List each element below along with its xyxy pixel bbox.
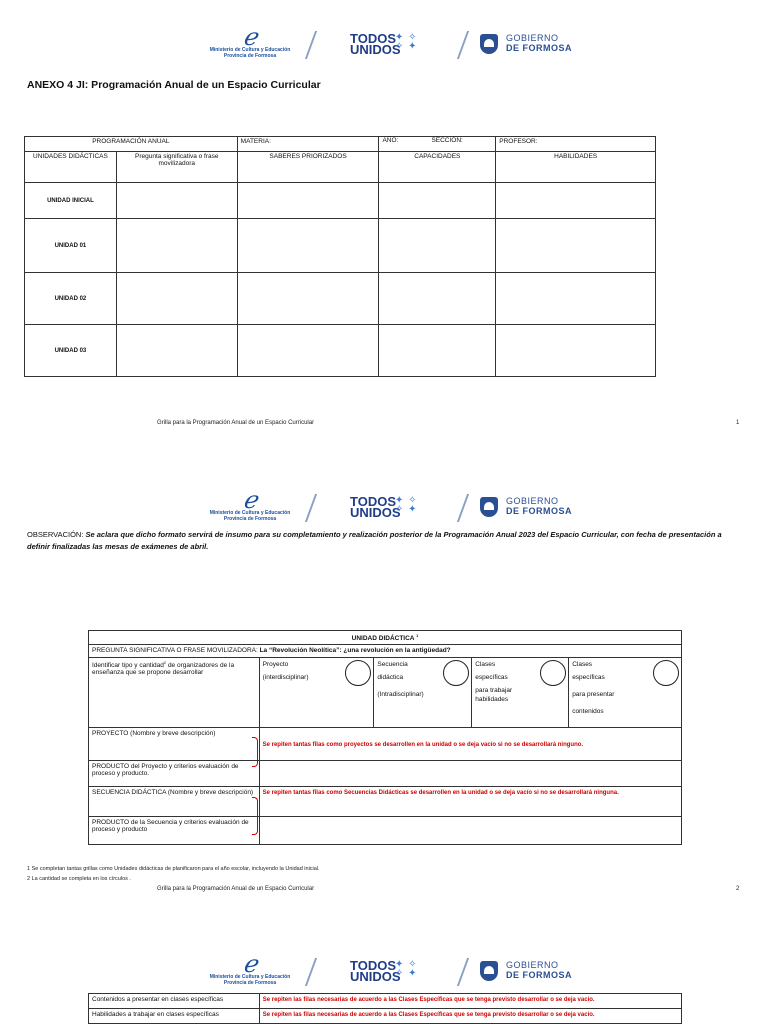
cell-anio-seccion[interactable]: AÑO: SECCIÓN: (379, 137, 496, 152)
header-saberes: SABERES PRIORIZADOS (237, 152, 379, 183)
divider-slash (457, 958, 469, 986)
table-row: UNIDAD 01 (25, 219, 656, 273)
gobierno-formosa-logo: GOBIERNO DE FORMOSA (506, 960, 573, 980)
todos-unidos-logo: TODOS UNIDOS (350, 31, 401, 57)
pregunta-row[interactable]: PREGUNTA SIGNIFICATIVA O FRASE MOVILIZADORA: La “Revolución Neolítica”: ¿una revolución en la antigüedad? (89, 645, 682, 658)
secuencia-label: SECUENCIA DIDÁCTICA (Nombre y breve descripción) (89, 787, 260, 817)
unidad-didactica-title: UNIDAD DIDÁCTICA $^1$ (89, 631, 682, 645)
option-proyecto[interactable]: Proyecto (interdisciplinar) (259, 658, 374, 728)
red-bracket (252, 737, 258, 767)
proyecto-value[interactable]: Se repiten tantas filas como proyectos se desarrollen en la unidad o se deja vacío si no se desarrollará ninguno. (259, 728, 681, 761)
cell-materia[interactable]: MATERIA: (237, 137, 379, 152)
organizers-label: Identificar tipo y cantidad$^2$ de organizadores de la enseñanza que se propone desarrollar (89, 658, 260, 728)
formosa-crest-icon (480, 497, 498, 517)
formosa-crest-icon (480, 961, 498, 981)
page-footer: Grilla para la Programación Anual de un Espacio Curricular (157, 420, 315, 426)
todos-unidos-logo: TODOS UNIDOS (350, 958, 401, 984)
divider-slash (457, 494, 469, 522)
clases-especificas-table (88, 993, 682, 1024)
proyecto-label: PROYECTO (Nombre y breve descripción) (89, 728, 260, 761)
option-clases-habilidades[interactable]: Clases específicas para trabajar habilidades (472, 658, 569, 728)
red-bracket (252, 797, 258, 835)
todos-unidos-logo: TODOS UNIDOS (350, 494, 401, 520)
producto-proyecto-value[interactable] (259, 761, 681, 787)
header-banner (200, 950, 580, 990)
option-clases-contenidos[interactable]: Clases específicas para presentar contenidos (569, 658, 682, 728)
divider-slash (305, 494, 317, 522)
header-banner (200, 486, 580, 526)
header-unidades: UNIDADES DIDÁCTICAS (25, 152, 117, 183)
table-row: Habilidades a trabajar en clases específicas Se repiten las filas necesarias de acuerdo a las Clases Específicas que se tenga previsto desarrollar o se deja vacío. (89, 1009, 682, 1024)
option-secuencia[interactable]: Secuencia didáctica (Intradisciplinar) (374, 658, 472, 728)
table-row: Contenidos a presentar en clases específicas Se repiten las filas necesarias de acuerdo a las Clases Específicas que se tenga previsto desarrollar o se deja vacío. (89, 994, 682, 1009)
footnote-1: 1 Se completan tantas grillas como Unidades didácticas de planificaron para el año escolar, incluyendo la Unidad inicial. (27, 866, 320, 872)
header-pregunta: Pregunta significativa o frase movilizadora (116, 152, 237, 183)
page-title: ANEXO 4 JI: Programación Anual de un Espacio Curricular (27, 79, 321, 91)
observation-paragraph: OBSERVACIÓN: Se aclara que dicho formato servirá de insumo para su completamiento y realización posterior de la Programación Anual 2023 del Espacio Curricular, con fecha de presentación a definir finalizadas las mesas de exámenes de abril. (27, 530, 722, 551)
producto-secuencia-label: PRODUCTO de la Secuencia y criterios evaluación de proceso y producto (89, 817, 260, 845)
header-capacidades: CAPACIDADES (379, 152, 496, 183)
stars-icon: ✦ ✧ ✧ ✦ (395, 959, 418, 979)
stars-icon: ✦ ✧ ✧ ✦ (395, 32, 418, 52)
unidad-didactica-table (88, 630, 682, 845)
formosa-crest-icon (480, 34, 498, 54)
divider-slash (457, 31, 469, 59)
table-row: UNIDAD INICIAL (25, 183, 656, 219)
ministerio-e-icon: ℯ (242, 486, 258, 514)
page-number: 1 (736, 420, 740, 426)
secuencia-value[interactable]: Se repiten tantas filas como Secuencias Didácticas se desarrollen en la unidad o se deja vacío si no se desarrollará ninguna. (259, 787, 681, 817)
stars-icon: ✦ ✧ ✧ ✦ (395, 495, 418, 515)
ministerio-logo: ℯ Ministerio de Cultura y Educación Provincia de Formosa (200, 490, 300, 526)
ministerio-logo: ℯ Ministerio de Cultura y Educación Provincia de Formosa (200, 954, 300, 990)
divider-slash (305, 31, 317, 59)
gobierno-formosa-logo: GOBIERNO DE FORMOSA (506, 496, 573, 516)
cell-profesor[interactable]: PROFESOR: (496, 137, 656, 152)
header-banner (200, 23, 580, 63)
footnote-2: 2 La cantidad se completa en los círculos . (27, 876, 131, 882)
table-row: UNIDAD 03 (25, 325, 656, 377)
ministerio-e-icon: ℯ (242, 950, 258, 978)
programacion-anual-table (24, 136, 656, 377)
page-number: 2 (736, 886, 740, 892)
ministerio-e-icon: ℯ (242, 23, 258, 51)
cell-programacion-anual: PROGRAMACIÓN ANUAL (25, 137, 238, 152)
divider-slash (305, 958, 317, 986)
ministerio-logo: ℯ Ministerio de Cultura y Educación Provincia de Formosa (200, 27, 300, 63)
count-circle[interactable] (653, 660, 679, 686)
header-habilidades: HABILIDADES (496, 152, 656, 183)
producto-secuencia-value[interactable] (259, 817, 681, 845)
page-footer: Grilla para la Programación Anual de un Espacio Curricular (157, 886, 315, 892)
table-row: UNIDAD 02 (25, 273, 656, 325)
producto-proyecto-label: PRODUCTO del Proyecto y criterios evaluación de proceso y producto. (89, 761, 260, 787)
gobierno-formosa-logo: GOBIERNO DE FORMOSA (506, 33, 573, 53)
